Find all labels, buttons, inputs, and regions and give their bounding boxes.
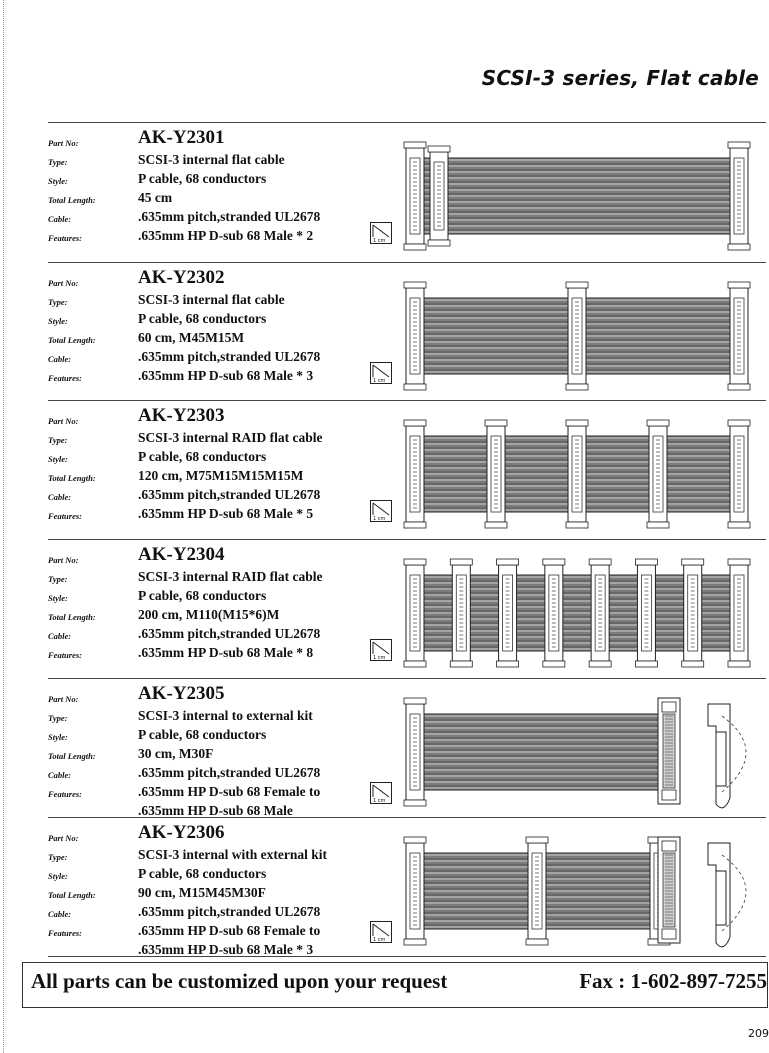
value-total-length: 60 cm, M45M15M [138,330,245,345]
connector [404,282,426,390]
cable-illustration [400,831,764,951]
connector-latch-bottom [404,939,426,945]
part-number: AK-Y2301 [138,127,225,148]
field-label-style: Style: [48,732,68,742]
value-cable: .635mm pitch,stranded UL2678 [138,209,321,224]
connector-body [730,565,748,661]
connector-latch-top [497,559,519,565]
value-features: .635mm HP D-sub 68 Female to [138,784,321,799]
connector-latch-top [566,282,588,288]
connector-latch-bottom [404,800,426,806]
external-screw-bottom [662,790,676,800]
field-label-total-length: Total Length: [48,751,96,761]
part-number: AK-Y2304 [138,544,225,565]
connector-latch-top [404,142,426,148]
field-label-type: Type: [48,852,68,862]
value-total-length: 90 cm, M15M45M30F [138,885,266,900]
value-type: SCSI-3 internal flat cable [138,152,285,167]
connector-latch-bottom [543,661,565,667]
external-screw-bottom [662,929,676,939]
section-divider [48,400,766,401]
connector-latch-bottom [404,384,426,390]
cable-drawing [400,136,764,261]
field-label-style: Style: [48,593,68,603]
field-label-part-no: Part No: [48,416,79,426]
page-number: 209 [748,1027,769,1040]
connector-latch-bottom [450,661,472,667]
scale-label: 1 cm [373,238,386,244]
value-cable: .635mm pitch,stranded UL2678 [138,904,321,919]
value-style: P cable, 68 conductors [138,866,267,881]
cable-illustration [400,276,764,396]
scale-label: 1 cm [373,516,386,522]
value-features: .635mm HP D-sub 68 Male * 3 [138,942,314,957]
connector-body [406,565,424,661]
field-values [138,404,378,523]
section-divider [48,678,766,679]
connector [450,559,472,667]
field-label-style: Style: [48,316,68,326]
connector-body [528,843,546,939]
field-label-part-no: Part No: [48,694,79,704]
field-labels [48,412,138,526]
cable-drawing [400,692,764,817]
field-label-cable: Cable: [48,214,72,224]
connector-latch-top [647,420,669,426]
scale-box [370,639,392,661]
product-entry [48,682,766,818]
value-cable: .635mm pitch,stranded UL2678 [138,349,321,364]
connector-latch-bottom [404,522,426,528]
cable-illustration [400,692,764,812]
connector-latch-top [682,559,704,565]
scale-box [370,362,392,384]
connector-latch-top [404,420,426,426]
footer-banner [22,962,768,1008]
mounting-bracket [708,843,746,947]
cable-illustration [400,136,764,256]
field-label-total-length: Total Length: [48,612,96,622]
connector-latch-top [728,559,750,565]
connector-latch-top [450,559,472,565]
connector-latch-top [728,142,750,148]
cable-drawing [400,831,764,956]
connector-latch-bottom [647,522,669,528]
field-label-cable: Cable: [48,492,72,502]
value-style: P cable, 68 conductors [138,449,267,464]
connector [428,146,450,246]
field-label-cable: Cable: [48,770,72,780]
connector-body [545,565,563,661]
connector [647,420,669,528]
connector-latch-bottom [404,661,426,667]
page-title: SCSI-3 series, Flat cable [481,66,759,90]
value-cable: .635mm pitch,stranded UL2678 [138,487,321,502]
value-features: .635mm HP D-sub 68 Male * 3 [138,368,314,383]
cable-drawing [400,553,764,678]
connector-latch-top [543,559,565,565]
connector [404,698,426,806]
field-label-features: Features: [48,650,82,660]
value-cable: .635mm pitch,stranded UL2678 [138,626,321,641]
cable-illustration [400,414,764,534]
field-labels [48,829,138,943]
footer-message: All parts can be customized upon your request [31,969,448,993]
connector-latch-top [635,559,657,565]
product-entry [48,821,766,957]
connector-latch-bottom [589,661,611,667]
connector-latch-bottom [485,522,507,528]
value-features: .635mm HP D-sub 68 Female to [138,923,321,938]
field-label-total-length: Total Length: [48,195,96,205]
value-features: .635mm HP D-sub 68 Male [138,803,293,818]
connector-body [684,565,702,661]
field-values [138,821,378,959]
connector [485,420,507,528]
connector [728,142,750,250]
product-entry [48,404,766,536]
field-values [138,266,378,385]
value-total-length: 30 cm, M30F [138,746,214,761]
value-type: SCSI-3 internal RAID flat cable [138,569,323,584]
connector-latch-bottom [682,661,704,667]
connector-body [591,565,609,661]
scale-box [370,782,392,804]
field-label-type: Type: [48,713,68,723]
external-screw-top [662,841,676,851]
connector-body [452,565,470,661]
connector-latch-bottom [497,661,519,667]
section-divider [48,817,766,818]
connector [497,559,519,667]
connector [404,837,426,945]
scale-label: 1 cm [373,655,386,661]
connector [635,559,657,667]
connector-latch-top [485,420,507,426]
scale-box [370,921,392,943]
value-total-length: 120 cm, M75M15M15M15M [138,468,304,483]
field-labels [48,134,138,248]
product-entry [48,126,766,258]
field-label-features: Features: [48,928,82,938]
connector-body [430,152,448,240]
connector-latch-top [566,420,588,426]
section-divider [48,122,766,123]
flat-cable [424,714,658,790]
field-label-total-length: Total Length: [48,335,96,345]
field-label-part-no: Part No: [48,833,79,843]
part-number: AK-Y2306 [138,822,225,843]
value-type: SCSI-3 internal to external kit [138,708,313,723]
connector-latch-bottom [635,661,657,667]
connector [589,559,611,667]
connector-latch-bottom [728,522,750,528]
connector-latch-bottom [428,240,450,246]
field-label-type: Type: [48,574,68,584]
field-label-type: Type: [48,435,68,445]
value-features: .635mm HP D-sub 68 Male * 8 [138,645,314,660]
field-label-cable: Cable: [48,909,72,919]
field-labels [48,690,138,804]
connector [682,559,704,667]
connector-latch-top [404,282,426,288]
connector-latch-top [728,420,750,426]
connector-body [406,843,424,939]
cable-drawing [400,414,764,539]
cable-drawing [400,276,764,401]
value-style: P cable, 68 conductors [138,727,267,742]
field-label-style: Style: [48,871,68,881]
connector [566,282,588,390]
external-connector [658,837,680,943]
value-total-length: 200 cm, M110(M15*6)M [138,607,280,622]
value-style: P cable, 68 conductors [138,171,267,186]
field-label-part-no: Part No: [48,555,79,565]
connector-latch-top [404,559,426,565]
part-number: AK-Y2303 [138,405,225,426]
value-type: SCSI-3 internal flat cable [138,292,285,307]
connector-latch-bottom [404,244,426,250]
field-values [138,126,378,245]
scale-box [370,500,392,522]
field-label-style: Style: [48,454,68,464]
connector [728,420,750,528]
value-type: SCSI-3 internal RAID flat cable [138,430,323,445]
bracket-connector [716,871,726,925]
field-label-total-length: Total Length: [48,890,96,900]
connector-latch-bottom [728,244,750,250]
section-divider [48,956,766,957]
value-total-length: 45 cm [138,190,173,205]
connector-latch-top [526,837,548,843]
connector [566,420,588,528]
connector [404,142,426,250]
scale-label: 1 cm [373,798,386,804]
connector-latch-bottom [728,661,750,667]
connector-body [499,565,517,661]
connector-latch-bottom [566,522,588,528]
connector [404,559,426,667]
footer-fax: Fax : 1-602-897-7255 [579,969,767,993]
scale-label: 1 cm [373,937,386,943]
cable-illustration [400,553,764,673]
connector [526,837,548,945]
scale-box [370,222,392,244]
field-label-style: Style: [48,176,68,186]
value-style: P cable, 68 conductors [138,311,267,326]
field-label-features: Features: [48,373,82,383]
mounting-bracket [708,704,746,808]
connector-latch-top [728,282,750,288]
value-type: SCSI-3 internal with external kit [138,847,327,862]
product-entry [48,543,766,675]
connector [543,559,565,667]
value-style: P cable, 68 conductors [138,588,267,603]
field-label-type: Type: [48,157,68,167]
connector-latch-top [428,146,450,152]
field-label-features: Features: [48,233,82,243]
field-labels [48,551,138,665]
connector-body [406,704,424,800]
product-entry [48,266,766,398]
section-divider [48,262,766,263]
field-labels [48,274,138,388]
connector-latch-top [404,698,426,704]
page-edge-perforation [3,0,4,1053]
value-features: .635mm HP D-sub 68 Male * 5 [138,506,314,521]
flat-cable [424,158,748,234]
connector-latch-top [589,559,611,565]
connector [404,420,426,528]
field-label-features: Features: [48,511,82,521]
field-label-type: Type: [48,297,68,307]
external-connector [658,698,680,804]
field-label-part-no: Part No: [48,138,79,148]
field-label-cable: Cable: [48,354,72,364]
value-features: .635mm HP D-sub 68 Male * 2 [138,228,314,243]
connector-latch-bottom [566,384,588,390]
scale-label: 1 cm [373,378,386,384]
field-label-features: Features: [48,789,82,799]
external-screw-top [662,702,676,712]
part-number: AK-Y2302 [138,267,225,288]
connector-latch-bottom [526,939,548,945]
field-label-cable: Cable: [48,631,72,641]
connector-latch-top [404,837,426,843]
connector-latch-bottom [728,384,750,390]
connector [728,559,750,667]
part-number: AK-Y2305 [138,683,225,704]
field-values [138,543,378,662]
connector [728,282,750,390]
value-cable: .635mm pitch,stranded UL2678 [138,765,321,780]
section-divider [48,539,766,540]
field-values [138,682,378,820]
bracket-connector [716,732,726,786]
field-label-part-no: Part No: [48,278,79,288]
connector-body [637,565,655,661]
field-label-total-length: Total Length: [48,473,96,483]
